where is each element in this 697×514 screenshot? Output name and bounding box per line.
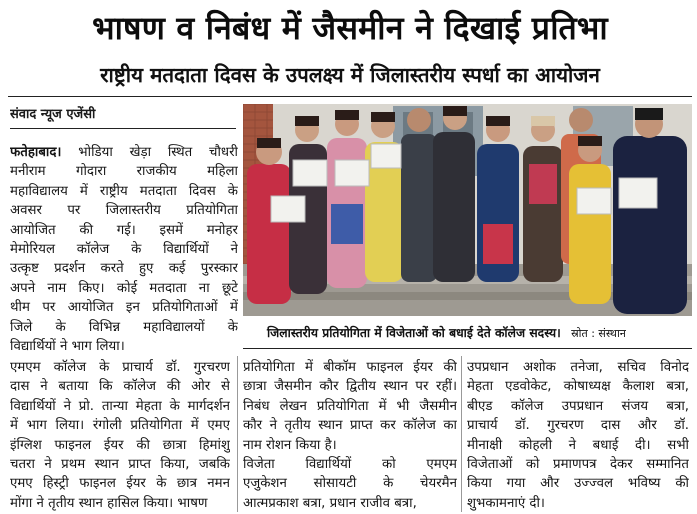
photo-caption-text: जिलास्तरीय प्रतियोगिता में विजेताओं को बधाई देते कॉलेज सदस्य। xyxy=(267,326,561,340)
article-line: दास ने बताया कि कॉलेज की ओर से xyxy=(10,379,230,395)
article-line: उपप्रधान अशोक तनेजा, सचिव विनोद xyxy=(467,360,689,375)
byline: संवाद न्यूज एजेंसी xyxy=(10,107,96,122)
article-line: जिले के विभिन्न महाविद्यालयों के xyxy=(10,319,238,335)
article-line: निबंध लेखन प्रतियोगिता में भी जैसमीन xyxy=(243,398,457,414)
article-line: मनीराम गोदारा राजकीय महिला xyxy=(10,164,238,180)
article-column-right xyxy=(467,358,689,513)
headline: भाषण व निबंध में जैसमीन ने दिखाई प्रतिभा xyxy=(92,9,608,47)
article-line: इंग्लिश फाइनल ईयर की छात्रा हिमांशु xyxy=(10,437,230,453)
article-line: एजुकेशन सोसायटी के चेयरमैन xyxy=(243,476,457,492)
article-line: नाम रोशन किया है। xyxy=(243,437,337,453)
subheadline: राष्ट्रीय मतदाता दिवस के उपलक्ष्य में जिलास्तरीय स्पर्धा का आयोजन xyxy=(100,63,600,87)
article-line: महाविद्यालय में राष्ट्रीय मतदाता दिवस के xyxy=(10,183,238,199)
article-line: उत्कृष्ट प्रदर्शन करते हुए कई पुरस्कार xyxy=(10,261,238,277)
caption-underline xyxy=(243,348,692,349)
article-column-middle xyxy=(243,358,457,513)
group-photo-illustration xyxy=(243,104,692,316)
dateline: फतेहाबाद। xyxy=(10,145,62,160)
article-line: एमए हिस्ट्री फाइनल ईयर के छात्र नमन xyxy=(10,476,230,492)
article-line: चतरा ने प्रथम स्थान प्राप्त किया, जबकि xyxy=(10,456,230,472)
article-line: कौर ने तृतीय स्थान प्राप्त कर कॉलेज का xyxy=(243,418,457,434)
photo-source: स्रोत : संस्थान xyxy=(571,327,626,340)
article-line: विद्यार्थियों ने भाग लिया। xyxy=(10,338,125,354)
article-line: बीएड कॉलेज उपप्रधान संजय बत्रा, xyxy=(467,398,689,414)
article-line: छात्रा जैसमीन कौर द्वितीय स्थान पर रहीं। xyxy=(243,379,457,395)
article-line-text: भोडिया खेड़ा स्थित चौधरी xyxy=(61,145,238,160)
article-line: एमएम कॉलेज के प्राचार्य डॉ. गुरचरण xyxy=(10,360,230,375)
byline-underline xyxy=(10,128,236,129)
news-photo xyxy=(243,104,692,316)
article-line: मेमोरियल कॉलेज के विद्यार्थियों ने xyxy=(10,241,238,257)
article-line: अवसर पर जिलास्तरीय प्रतियोगिता xyxy=(10,203,238,219)
article-line: शुभकामनाएं दी। xyxy=(467,495,545,511)
article-line: आयोजित की गई। इसमें मनोहर xyxy=(10,222,238,238)
article-line: आत्मप्रकाश बत्रा, प्रधान राजीव बत्रा, xyxy=(243,495,417,511)
article-line: किया गया और उज्ज्वल भविष्य की xyxy=(467,476,689,492)
column-divider-1 xyxy=(237,356,238,512)
article-line: विजेताओं को प्रमाणपत्र देकर सम्मानित xyxy=(467,456,689,472)
article-line: मेहता एडवोकेट, कोषाध्यक्ष कैलाश बत्रा, xyxy=(467,379,689,395)
article-line: विद्यार्थियों ने प्रो. तान्या मेहता के मार्गदर्शन xyxy=(10,398,230,414)
article-column-left-top xyxy=(10,143,238,356)
headline-divider xyxy=(8,96,692,97)
article-line xyxy=(10,143,238,162)
article-line: विजेता विद्यार्थियों को एमएम xyxy=(243,456,457,472)
article-line: थीम पर आयोजित इन प्रतियोगिताओं में xyxy=(10,300,238,316)
article-line: में भाग लिया। रंगोली प्रतियोगिता में एमए xyxy=(10,418,230,434)
article-line: प्रतियोगिता में बीकॉम फाइनल ईयर की xyxy=(243,360,457,375)
photo-caption xyxy=(243,319,692,347)
article-line: मोंगा ने तृतीय स्थान हासिल किया। भाषण xyxy=(10,495,208,511)
article-line: अपने नाम किए। कोई मतदाता ना छूटे xyxy=(10,280,238,296)
column-divider-2 xyxy=(461,356,462,512)
article-line: मीनाक्षी कोहली ने बधाई दी। सभी xyxy=(467,437,689,453)
article-column-left-bottom xyxy=(10,358,230,513)
article-line: प्राचार्य डॉ. गुरचरण दास और डॉ. xyxy=(467,418,689,434)
